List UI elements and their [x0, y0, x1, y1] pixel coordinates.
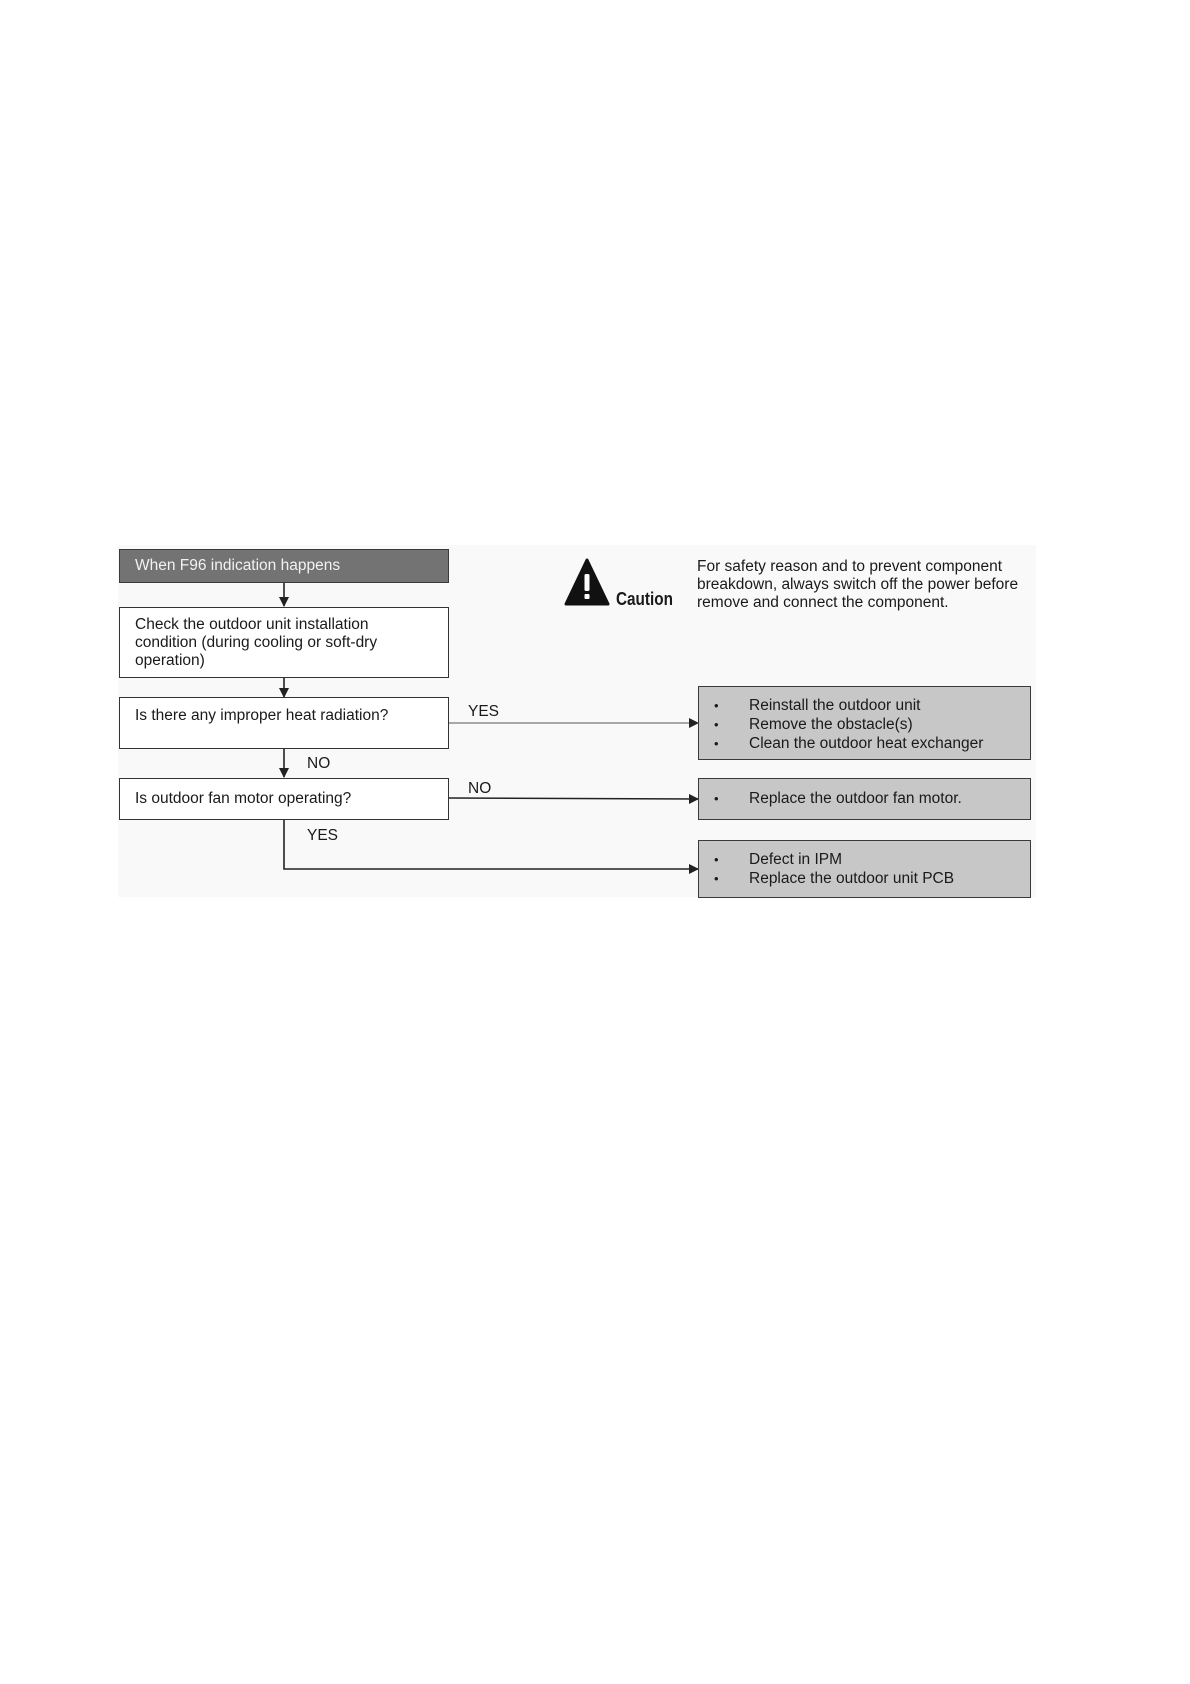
start-label: When F96 indication happens: [135, 557, 341, 574]
arrow-fan-yes-to-result: [284, 819, 698, 869]
heat-radiation-question-label: Is there any improper heat radiation?: [135, 707, 389, 724]
no-label-fan: NO: [468, 780, 492, 797]
result-fan-motor-box: [698, 778, 1031, 820]
result-fan-item: • Replace the outdoor fan motor.: [699, 789, 1030, 808]
start-box: [119, 549, 449, 583]
result-ipm-item: • Replace the outdoor unit PCB: [699, 869, 1030, 888]
check-installation-label: Check the outdoor unit installation condition (during cooling or soft-dry operation): [135, 615, 378, 669]
yes-label-heat: YES: [468, 703, 500, 720]
result-heat-item: • Reinstall the outdoor unit: [699, 696, 1030, 715]
caution-notice-text: For safety reason and to prevent component breakdown, always switch off the power before remove and connect the component.: [697, 558, 1019, 611]
no-label-heat: NO: [307, 755, 331, 772]
warning-triangle-icon: [564, 558, 610, 607]
result-ipm-item: • Defect in IPM: [699, 850, 1030, 869]
check-installation-box: [119, 607, 449, 678]
heat-radiation-question-box: [119, 697, 449, 749]
result-heat-item: • Clean the outdoor heat exchanger: [699, 734, 1030, 753]
fan-motor-question-label: Is outdoor fan motor operating?: [135, 790, 352, 807]
result-ipm-box: [698, 840, 1031, 898]
result-heat-radiation-box: [698, 686, 1031, 760]
fan-motor-question-box: [119, 778, 449, 820]
yes-label-fan: YES: [307, 827, 339, 844]
caution-label: Caution: [616, 589, 673, 609]
result-heat-item: • Remove the obstacle(s): [699, 715, 1030, 734]
arrow-fan-no-to-result: [448, 798, 698, 799]
